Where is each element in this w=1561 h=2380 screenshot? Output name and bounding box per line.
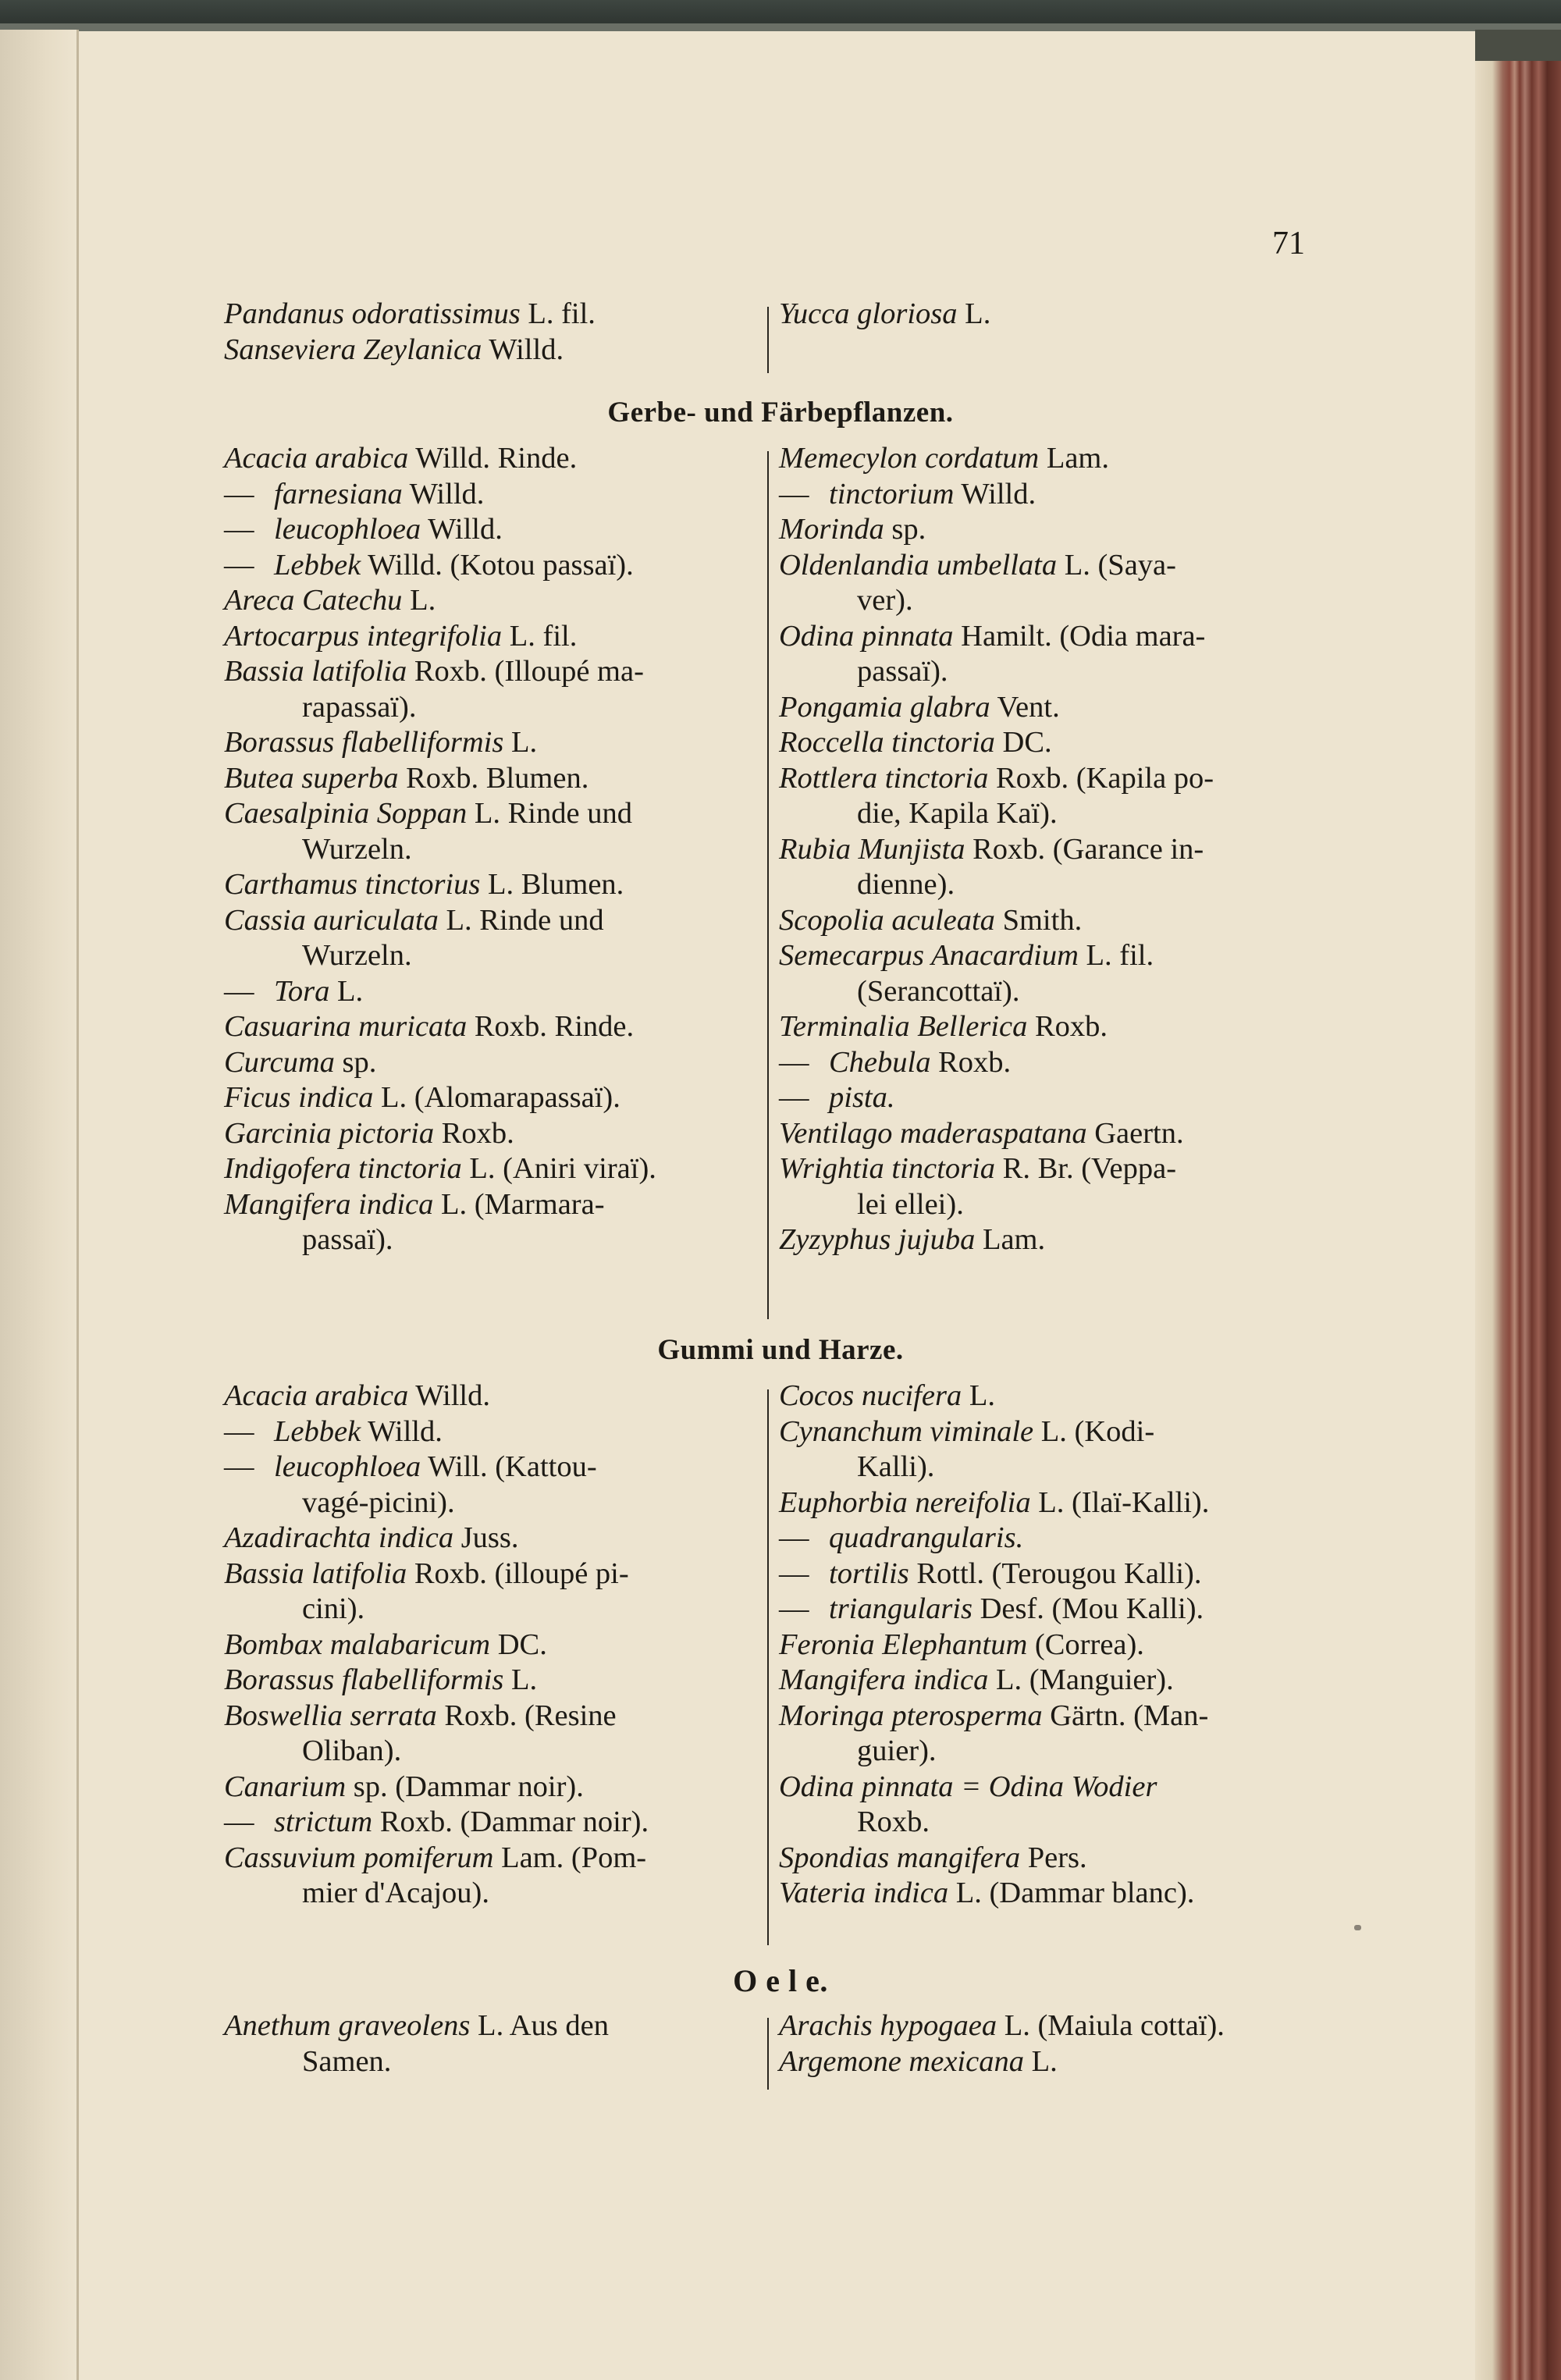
species-name: Euphorbia nereifolia: [779, 1485, 1031, 1519]
entry-line: [779, 1521, 1316, 1556]
entry-line: [224, 867, 761, 903]
entry-detail: L. (Dammar blanc).: [948, 1877, 1195, 1909]
species-name: Scopolia aculeata: [779, 903, 995, 937]
entry-line: [224, 477, 761, 513]
entry-line: [224, 974, 761, 1010]
entry-continuation: die, Kapila Kaï).: [857, 797, 1058, 830]
entry-detail: Lam.: [975, 1223, 1046, 1256]
species-name: Butea superba: [224, 761, 399, 795]
entry-detail: L. fil.: [520, 297, 596, 330]
entry-line: [224, 725, 761, 761]
species-name: Odina pinnata: [779, 619, 954, 653]
species-name: Tora: [274, 974, 330, 1008]
entry-line: [224, 761, 761, 797]
entry-line: [779, 619, 1316, 655]
entry-detail: L.: [503, 726, 538, 759]
entry-detail: Pers.: [1020, 1841, 1087, 1874]
entry-detail: Gärtn. (Man-: [1042, 1699, 1209, 1732]
ditto-dash: —: [779, 1556, 809, 1590]
species-name: Roccella tinctoria: [779, 726, 995, 759]
entry-detail: Will. (Kattou-: [421, 1450, 597, 1483]
entry-detail: DC.: [490, 1628, 547, 1661]
ditto-dash: —: [224, 974, 254, 1008]
species-name: Casuarina muricata: [224, 1010, 468, 1043]
species-name: Chebula: [829, 1045, 931, 1079]
column-divider-gerbe: [767, 451, 769, 1319]
species-name: strictum: [274, 1805, 373, 1838]
entry-line: [779, 1876, 1316, 1912]
entry-line: [779, 938, 1316, 974]
entry-continuation: lei ellei).: [857, 1187, 964, 1221]
entry-detail: L. fil.: [1078, 939, 1154, 972]
species-name: Caesalpinia Soppan: [224, 797, 468, 830]
entry-detail: L. (Kodi-: [1033, 1414, 1155, 1448]
entry-line: [779, 1699, 1316, 1734]
species-name: Cynanchum viminale: [779, 1414, 1034, 1448]
species-name: triangularis: [829, 1592, 973, 1625]
ditto-dash: —: [224, 477, 254, 511]
entry-detail: L. Aus den: [470, 2009, 609, 2042]
entry-detail: L.: [503, 1663, 538, 1696]
entry-line: [224, 1556, 761, 1592]
species-name: Cassia auriculata: [224, 903, 439, 937]
entry-line: [779, 690, 1316, 726]
entry-line: [224, 2008, 761, 2044]
entry-detail: Roxb.: [434, 1116, 514, 1150]
entry-line: [224, 1151, 761, 1187]
species-name: Acacia arabica: [224, 1379, 409, 1412]
entry-detail: Roxb. (Dammar noir).: [372, 1805, 649, 1838]
entry-line: [779, 1379, 1316, 1414]
entry-line: [779, 512, 1316, 548]
entry-detail: Vent.: [990, 690, 1060, 724]
species-name: Mangifera indica: [779, 1663, 989, 1696]
entry-detail: Willd.: [954, 477, 1037, 511]
species-name: Oldenlandia umbellata: [779, 548, 1058, 582]
entry-continuation: cini).: [302, 1592, 365, 1625]
species-name: Spondias mangifera: [779, 1841, 1021, 1874]
entry-continuation: (Serancottaï).: [857, 974, 1020, 1008]
gummi-left-column: [224, 1379, 761, 1912]
species-name: leucophloea: [274, 513, 421, 546]
ditto-dash: —: [224, 1450, 254, 1483]
book-spine-edge: [1475, 30, 1561, 2380]
species-name: Pandanus odoratissimus: [224, 297, 521, 330]
entry-line: [224, 654, 761, 690]
entry-line: [779, 1485, 1316, 1521]
entry-line: [224, 903, 761, 939]
ditto-dash: —: [224, 548, 254, 582]
species-name: Memecylon cordatum: [779, 442, 1040, 475]
species-name: tinctorium: [829, 477, 955, 511]
entry-line: [224, 512, 761, 548]
entry-line: [224, 1805, 761, 1841]
entry-detail: sp. (Dammar noir).: [346, 1770, 584, 1803]
entry-continuation: Samen.: [302, 2044, 392, 2078]
species-name: Rottlera tinctoria: [779, 761, 989, 795]
entry-detail: L.: [1023, 2044, 1058, 2078]
entry-detail: L.: [957, 297, 991, 330]
entry-line: [224, 1521, 761, 1556]
entry-detail: L. Rinde und: [467, 797, 632, 830]
species-name: Morinda: [779, 513, 884, 546]
ditto-dash: —: [224, 1414, 254, 1448]
ditto-dash: —: [779, 477, 809, 511]
entry-line: [779, 2008, 1316, 2044]
species-name: Feronia Elephantum: [779, 1628, 1028, 1661]
entry-detail: Willd.: [482, 333, 564, 366]
entry-line: [779, 725, 1316, 761]
species-name: Pongamia glabra: [779, 690, 990, 724]
entry-detail: L. (Manguier).: [988, 1663, 1174, 1696]
entry-detail: sp.: [884, 513, 926, 546]
entry-detail: L.: [962, 1379, 995, 1412]
left-gutter: [0, 30, 78, 2380]
species-name: Acacia arabica: [224, 442, 409, 475]
entry-continuation: Oliban).: [302, 1734, 402, 1767]
species-name: Areca Catechu: [224, 584, 403, 617]
entry-detail: Roxb. (Garance in-: [965, 832, 1204, 866]
species-name: pista.: [829, 1081, 895, 1114]
entry-line: [779, 2044, 1316, 2080]
entry-line: [779, 1045, 1316, 1081]
entry-line: [779, 1414, 1316, 1450]
gerbe-left-column: [224, 441, 761, 1258]
entry-line: [224, 1116, 761, 1152]
entry-continuation: Wurzeln.: [302, 832, 412, 866]
entry-detail: Roxb. Blumen.: [398, 761, 589, 795]
species-name: Odina pinnata = Odina Wodier: [779, 1770, 1157, 1803]
ditto-dash: —: [779, 1521, 809, 1554]
entry-detail: sp.: [334, 1045, 377, 1079]
species-name: Boswellia serrata: [224, 1699, 437, 1732]
entry-line: [779, 1770, 1316, 1805]
entry-line: [224, 1450, 761, 1485]
species-name: Wrightia tinctoria: [779, 1152, 996, 1185]
entry-continuation: mier d'Acajou).: [302, 1877, 489, 1909]
entry-line: [224, 1663, 761, 1699]
entry-detail: Roxb. (illoupé pi-: [407, 1556, 629, 1590]
entry-continuation: dienne).: [857, 868, 955, 901]
species-name: Terminalia Bellerica: [779, 1010, 1028, 1043]
entry-detail: L. (Marmara-: [433, 1187, 605, 1221]
gutter-line: [76, 30, 79, 2380]
entry-detail: Lam. (Pom-: [493, 1841, 647, 1874]
species-name: Indigofera tinctoria: [224, 1152, 462, 1185]
entry-detail: Roxb. (Kapila po-: [988, 761, 1214, 795]
entry-line: [779, 1151, 1316, 1187]
entry-detail: L. (Ilaï-Kalli).: [1030, 1485, 1210, 1519]
entry-detail: Desf. (Mou Kalli).: [972, 1592, 1204, 1625]
entry-line: [779, 1841, 1316, 1877]
entry-line: [779, 1628, 1316, 1663]
species-name: Carthamus tinctorius: [224, 868, 481, 901]
entry-line: [224, 583, 761, 619]
species-name: Semecarpus Anacardium: [779, 939, 1079, 972]
entry-detail: Willd.: [421, 513, 503, 546]
species-name: Lebbek: [274, 548, 361, 582]
entry-detail: Roxb.: [1027, 1010, 1108, 1043]
entry-line: [224, 1080, 761, 1116]
ditto-dash: —: [779, 1081, 809, 1114]
entry-line: [779, 832, 1316, 868]
species-name: Curcuma: [224, 1045, 335, 1079]
entry-line: [224, 1009, 761, 1045]
species-name: Canarium: [224, 1770, 347, 1803]
entry-line: [779, 761, 1316, 797]
entry-continuation: guier).: [857, 1734, 937, 1767]
entry-detail: L. (Alomarapassaï).: [373, 1081, 620, 1114]
entry-detail: Willd. (Kotou passaï).: [361, 548, 634, 582]
entry-continuation: passaï).: [302, 1223, 393, 1256]
species-name: Borassus flabelliformis: [224, 1663, 504, 1696]
entry-detail: R. Br. (Veppa-: [995, 1152, 1177, 1185]
entry-continuation: rapassaï).: [302, 690, 417, 724]
entry-line: [224, 1379, 761, 1414]
entry-detail: Willd.: [408, 1379, 490, 1412]
entry-line: [224, 1841, 761, 1877]
top-left-column: [224, 297, 761, 368]
column-divider-top: [767, 307, 769, 373]
entry-line: [779, 441, 1316, 477]
entry-detail: Roxb.: [930, 1045, 1012, 1079]
entry-line: [779, 1556, 1316, 1592]
species-name: Borassus flabelliformis: [224, 726, 504, 759]
entry-detail: Gaertn.: [1086, 1116, 1184, 1150]
entry-continuation: Kalli).: [857, 1450, 935, 1483]
species-name: Yucca gloriosa: [779, 297, 958, 330]
entry-detail: Juss.: [453, 1521, 519, 1554]
entry-line: [224, 1628, 761, 1663]
section-heading-oele: O e l e.: [733, 1963, 828, 1998]
entry-line: [779, 1116, 1316, 1152]
entry-line: [779, 1663, 1316, 1699]
entry-detail: Willd.: [402, 477, 485, 511]
species-name: Bassia latifolia: [224, 1556, 407, 1590]
ditto-dash: —: [779, 1592, 809, 1625]
section-heading-gummi: Gummi und Harze.: [657, 1334, 904, 1366]
entry-line: [224, 796, 761, 832]
gummi-right-column: [779, 1379, 1316, 1912]
species-name: Mangifera indica: [224, 1187, 434, 1221]
species-name: Moringa pterosperma: [779, 1699, 1043, 1732]
entry-line: [779, 1080, 1316, 1116]
entry-detail: L. (Aniri viraï).: [461, 1152, 656, 1185]
species-name: tortilis: [829, 1556, 909, 1590]
species-name: Azadirachta indica: [224, 1521, 454, 1554]
species-name: Argemone mexicana: [779, 2044, 1024, 2078]
page-number: 71: [1272, 226, 1305, 261]
ditto-dash: —: [779, 1045, 809, 1079]
top-right-column: [779, 297, 1316, 333]
entry-line: [224, 1699, 761, 1734]
entry-detail: (Correa).: [1027, 1628, 1144, 1661]
column-divider-oele: [767, 2018, 769, 2090]
entry-continuation: ver).: [857, 584, 913, 617]
species-name: Bassia latifolia: [224, 655, 407, 688]
entry-line: [779, 903, 1316, 939]
entry-detail: Hamilt. (Odia mara-: [953, 619, 1206, 653]
species-name: Rubia Munjista: [779, 832, 965, 866]
species-name: Ficus indica: [224, 1081, 374, 1114]
entry-detail: Lam.: [1039, 442, 1110, 475]
entry-detail: L. (Maiula cottaï).: [997, 2009, 1225, 2042]
entry-line: [779, 1222, 1316, 1258]
paper-speck: [1354, 1925, 1361, 1930]
entry-line: [224, 548, 761, 584]
ditto-dash: —: [224, 513, 254, 546]
oele-right-column: [779, 2008, 1316, 2079]
species-name: Zyzyphus jujuba: [779, 1223, 976, 1256]
species-name: Anethum graveolens: [224, 2009, 471, 2042]
entry-continuation: passaï).: [857, 655, 948, 688]
species-name: Vateria indica: [779, 1877, 949, 1909]
entry-line: [779, 548, 1316, 584]
entry-detail: L. fil.: [502, 619, 578, 653]
entry-line: [224, 1187, 761, 1223]
spine-top-corner: [1475, 30, 1561, 61]
species-name: Cassuvium pomiferum: [224, 1841, 494, 1874]
top-binding-edge: [0, 23, 1561, 31]
species-name: Bombax malabaricum: [224, 1628, 491, 1661]
species-name: Lebbek: [274, 1414, 361, 1448]
entry-line: [224, 1045, 761, 1081]
oele-left-column: [224, 2008, 761, 2079]
entry-line: [224, 441, 761, 477]
ditto-dash: —: [224, 1805, 254, 1838]
entry-line: [779, 1592, 1316, 1628]
entry-detail: Roxb. Rinde.: [467, 1010, 635, 1043]
entry-detail: L. Blumen.: [480, 868, 624, 901]
entry-line: [779, 297, 1316, 333]
entry-line: [224, 1770, 761, 1805]
entry-detail: Roxb. (Illoupé ma-: [407, 655, 644, 688]
entry-line: [779, 477, 1316, 513]
entry-continuation: Roxb.: [857, 1805, 930, 1838]
entry-detail: DC.: [994, 726, 1052, 759]
species-name: Arachis hypogaea: [779, 2009, 997, 2042]
species-name: leucophloea: [274, 1450, 421, 1483]
entry-detail: Roxb. (Resine: [436, 1699, 617, 1732]
entry-line: [224, 1414, 761, 1450]
species-name: Artocarpus integrifolia: [224, 619, 503, 653]
species-name: Sanseviera Zeylanica: [224, 333, 482, 366]
entry-line: [779, 1009, 1316, 1045]
entry-detail: Willd. Rinde.: [408, 442, 578, 475]
gerbe-right-column: [779, 441, 1316, 1258]
entry-continuation: vagé-picini).: [302, 1485, 455, 1519]
entry-detail: L.: [329, 974, 364, 1008]
entry-detail: L.: [402, 584, 436, 617]
species-name: farnesiana: [274, 477, 403, 511]
species-name: quadrangularis.: [829, 1521, 1024, 1554]
column-divider-gummi: [767, 1389, 769, 1945]
species-name: Cocos nucifera: [779, 1379, 962, 1412]
entry-detail: Willd.: [361, 1414, 443, 1448]
entry-continuation: Wurzeln.: [302, 939, 412, 972]
entry-line: [224, 333, 761, 368]
section-heading-gerbe: Gerbe- und Färbepflanzen.: [607, 397, 954, 429]
species-name: Ventilago maderaspatana: [779, 1116, 1087, 1150]
entry-line: [224, 297, 761, 333]
entry-line: [224, 619, 761, 655]
entry-detail: L. (Saya-: [1057, 548, 1176, 582]
entry-detail: L. Rinde und: [438, 903, 604, 937]
entry-detail: Rottl. (Terougou Kalli).: [909, 1556, 1202, 1590]
entry-detail: Smith.: [994, 903, 1083, 937]
species-name: Garcinia pictoria: [224, 1116, 435, 1150]
